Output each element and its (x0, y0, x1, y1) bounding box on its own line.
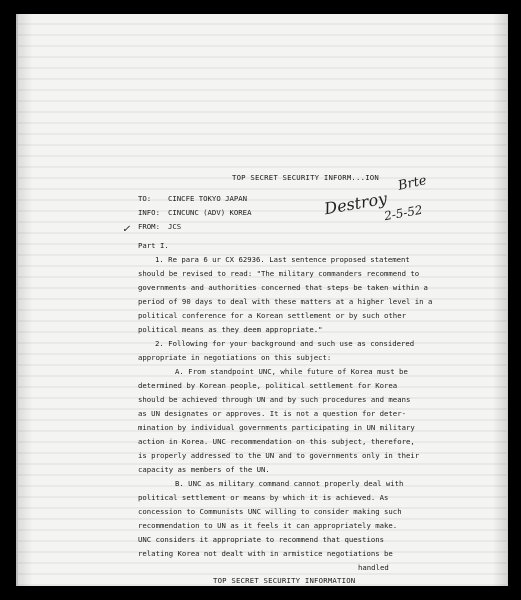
handwritten-initials: Brte (396, 173, 428, 194)
body-line: as UN designates or approves. It is not a question for deter- (138, 409, 406, 418)
body-line: 2. Following for your background and such use as considered (155, 339, 415, 348)
check-mark-icon: ✓ (122, 224, 131, 235)
info-label: INFO: (138, 208, 160, 217)
body-line: is properly addressed to the UN and to governments only in their (138, 451, 420, 460)
from-label: FROM: (138, 222, 160, 231)
body-line: B. UNC as military command cannot properly deal with (175, 479, 404, 488)
body-line: A. From standpoint UNC, while future of Korea must be (175, 367, 408, 376)
handwritten-date: 2-5-52 (383, 202, 424, 224)
body-line: should be achieved through UN and by such procedures and means (138, 395, 411, 404)
body-line: governments and authorities concerned that steps be taken within a (138, 283, 428, 292)
classification-footer: TOP SECRET SECURITY INFORMATION (213, 576, 356, 585)
body-line: should be revised to read: "The military commanders recommend to (138, 269, 420, 278)
body-line: period of 90 days to deal with these matters at a higher level in a (138, 297, 433, 306)
classification-header: TOP SECRET SECURITY INFORM...ION (232, 173, 379, 182)
to-label: TO: (138, 194, 152, 203)
body-line: determined by Korean people, political settlement for Korea (138, 381, 398, 390)
document-page (16, 14, 508, 586)
body-line: political settlement or means by which it is achieved. As (138, 493, 389, 502)
part-heading: Part I. (138, 241, 169, 250)
body-line: political means as they deem appropriate." (138, 325, 323, 334)
body-line: 1. Re para 6 ur CX 62936. Last sentence proposed statement (155, 255, 410, 264)
continuation-word: handled (358, 563, 389, 572)
from-value: JCS (168, 222, 182, 231)
info-value: CINCUNC (ADV) KOREA (168, 208, 252, 217)
handwritten-destroy: Destroy (322, 188, 389, 219)
body-line: appropriate in negotiations on this subject: (138, 353, 332, 362)
body-line: recommendation to UN as it feels it can appropriately make. (138, 521, 398, 530)
body-line: political conference for a Korean settlement or by such other (138, 311, 406, 320)
body-line: mination by individual governments participating in UN military (138, 423, 415, 432)
body-line: concession to Communists UNC willing to consider making such (138, 507, 402, 516)
body-line: action in Korea. UNC recommendation on this subject, therefore, (138, 437, 415, 446)
body-line: relating Korea not dealt with in armistice negotiations be (138, 549, 393, 558)
body-line: capacity as members of the UN. (138, 465, 270, 474)
to-value: CINCFE TOKYO JAPAN (168, 194, 248, 203)
body-line: UNC considers it appropriate to recommend that questions (138, 535, 385, 544)
